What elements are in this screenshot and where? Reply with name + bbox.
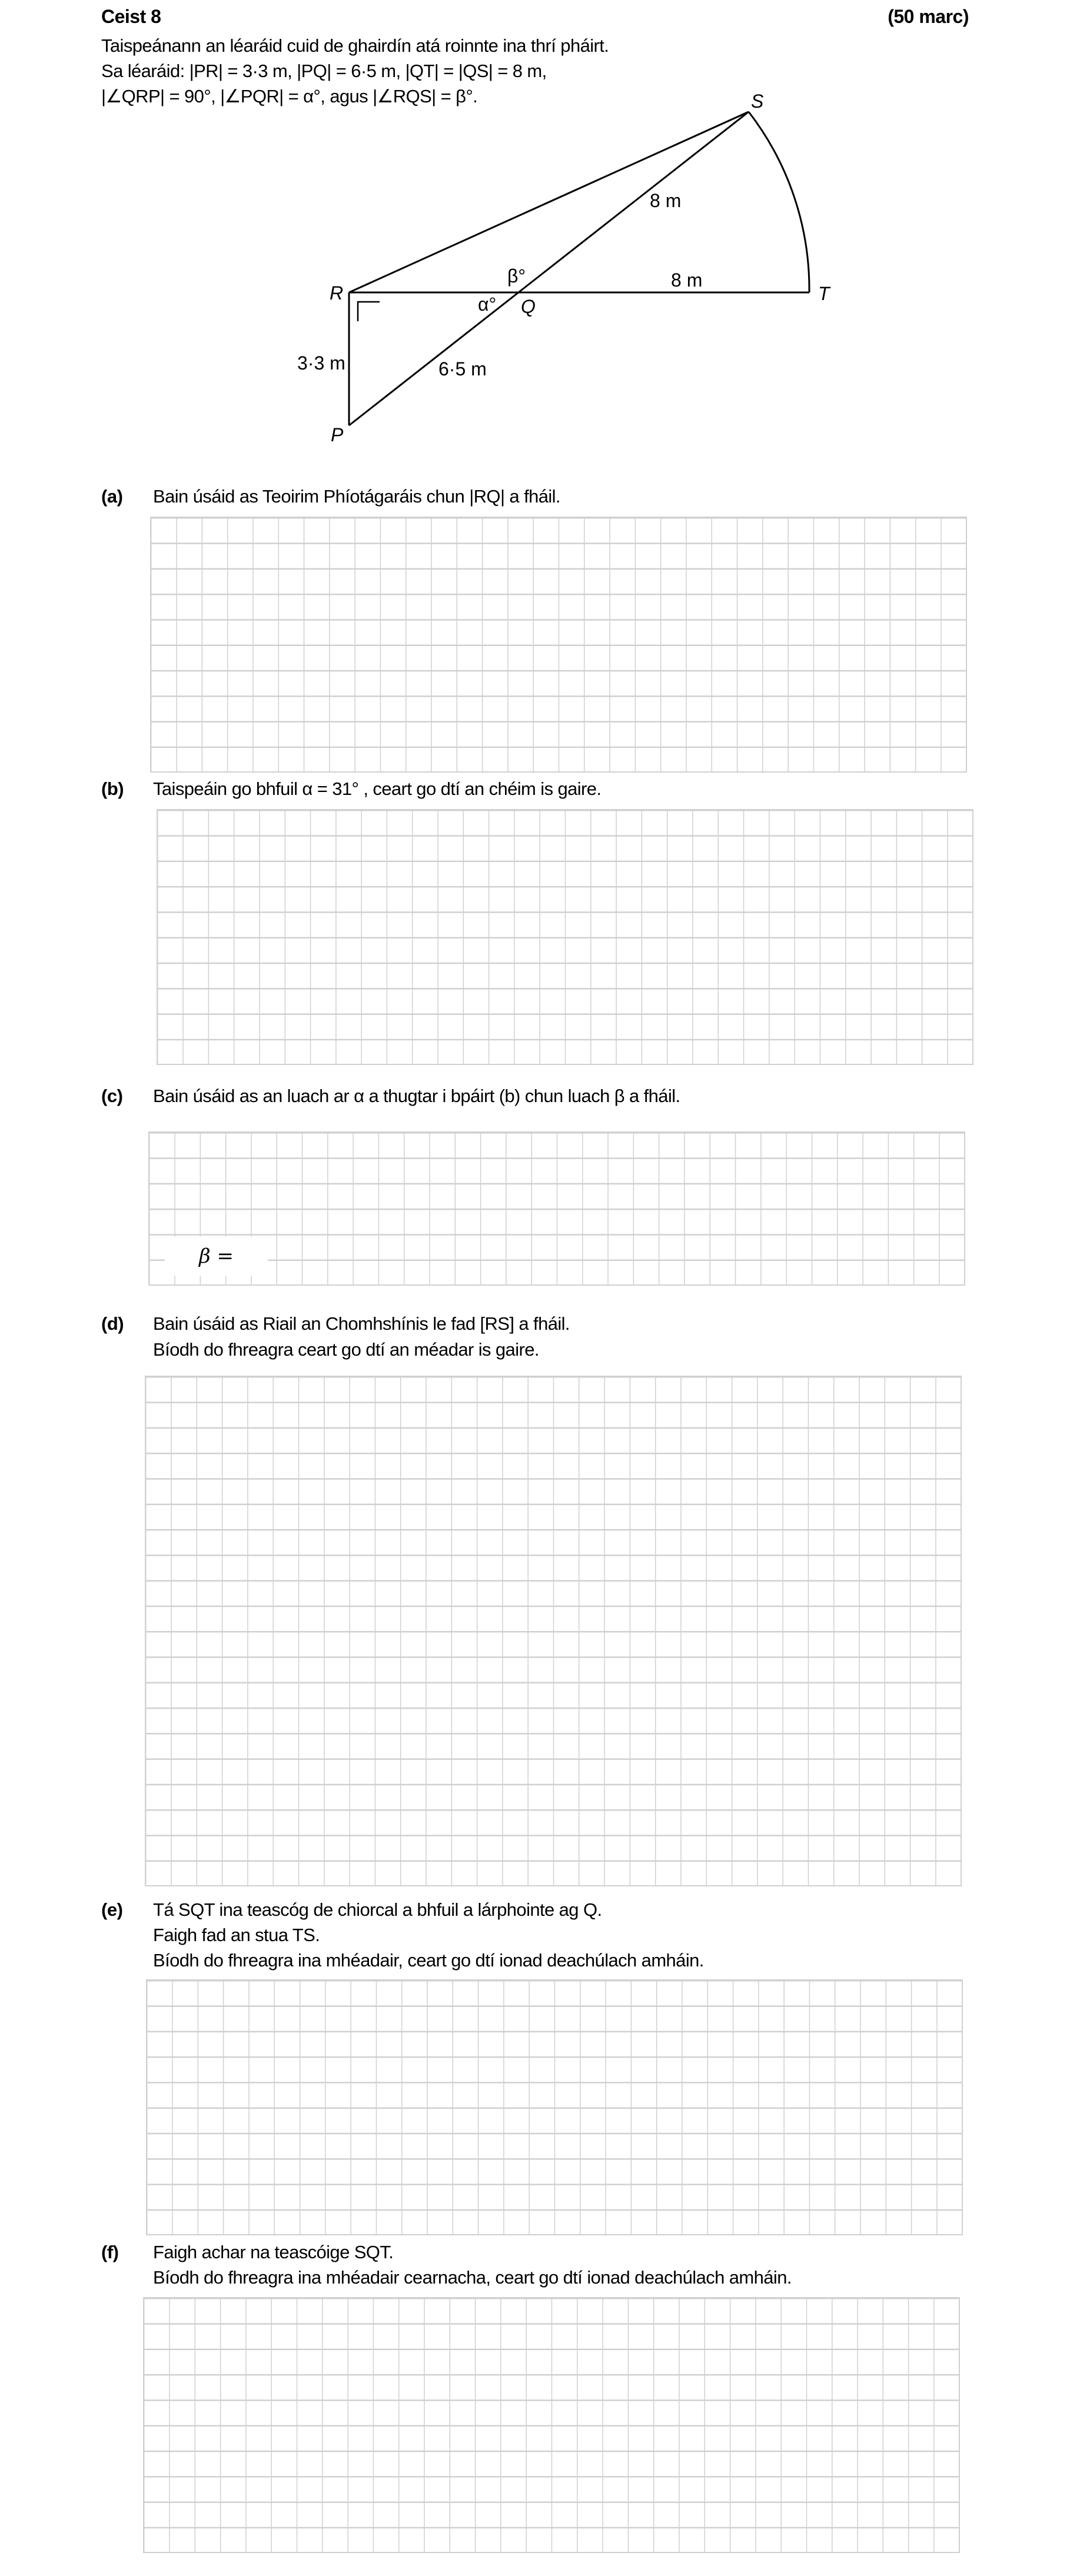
arc-st (749, 112, 809, 292)
part-a-text: Bain úsáid as Teoirim Phíotágaráis chun |RQ| a fháil. (153, 486, 560, 507)
part-d-text-1: Bain úsáid as Riail an Chomhshínis le fad [RS] a fháil. (153, 1313, 570, 1334)
part-a-label: (a) (101, 486, 123, 507)
part-d-answer-grid[interactable] (145, 1376, 962, 1886)
part-f-label: (f) (101, 2242, 119, 2262)
part-d-label: (d) (101, 1313, 124, 1334)
part-c-label: (c) (101, 1086, 123, 1106)
part-a-answer-grid[interactable] (150, 517, 967, 773)
part-e-text-2: Faigh fad an stua TS. (153, 1925, 320, 1945)
point-label-p: P (331, 424, 344, 445)
part-b-label: (b) (101, 778, 124, 799)
label-pq-length: 6·5 m (438, 358, 487, 380)
part-e-answer-grid[interactable] (146, 1979, 963, 2235)
intro-line-1: Taispeánann an léaráid cuid de ghairdín atá roinnte ina thrí pháirt. (101, 35, 609, 56)
part-e-text-3: Bíodh do fhreagra ina mhéadair, ceart go dtí ionad deachúlach amháin. (153, 1950, 704, 1971)
part-e-text-1: Tá SQT ina teascóg de chiorcal a bhfuil a lárphointe ag Q. (153, 1899, 602, 1920)
point-label-q: Q (521, 296, 536, 317)
part-f-text-2: Bíodh do fhreagra ina mhéadair cearnacha, ceart go dtí ionad deachúlach amháin. (153, 2267, 792, 2288)
part-b-text: Taispeáin go bhfuil α = 31° , ceart go dtí an chéim is gaire. (153, 778, 602, 799)
garden-diagram (0, 0, 1070, 471)
part-f-answer-grid[interactable] (143, 2297, 960, 2553)
label-pr-length: 3·3 m (297, 352, 345, 374)
segment-ps (349, 112, 749, 425)
part-c-answer-grid[interactable] (148, 1131, 965, 1286)
label-qt-length: 8 m (671, 269, 703, 291)
intro-line-2-text: Sa léaráid: |PR| = 3·3 m, |PQ| = 6·5 m, |QT| = |QS| = 8 m, (101, 61, 547, 81)
label-alpha: α° (478, 294, 497, 315)
part-f-text-1: Faigh achar na teascóige SQT. (153, 2242, 394, 2262)
question-title: Ceist 8 (101, 6, 161, 27)
point-label-r: R (330, 282, 344, 304)
label-qs-length: 8 m (650, 190, 682, 211)
part-b-answer-grid[interactable] (157, 809, 973, 1065)
beta-answer-label: β = (199, 1244, 234, 1268)
part-d-text-2: Bíodh do fhreagra ceart go dtí an méadar is gaire. (153, 1339, 539, 1360)
segment-rs (349, 112, 749, 292)
right-angle-marker (358, 302, 380, 321)
part-e-label: (e) (101, 1899, 123, 1920)
label-beta: β° (507, 265, 526, 287)
part-c-text: Bain úsáid as an luach ar α a thugtar i bpáirt (b) chun luach β a fháil. (153, 1086, 680, 1106)
point-label-s: S (751, 91, 764, 112)
point-label-t: T (818, 283, 830, 304)
beta-answer-prompt (165, 1237, 268, 1276)
intro-line-3-text: |∠QRP| = 90°, |∠PQR| = α°, agus |∠RQS| = β°. (101, 86, 478, 106)
question-marks: (50 marc) (888, 6, 969, 27)
